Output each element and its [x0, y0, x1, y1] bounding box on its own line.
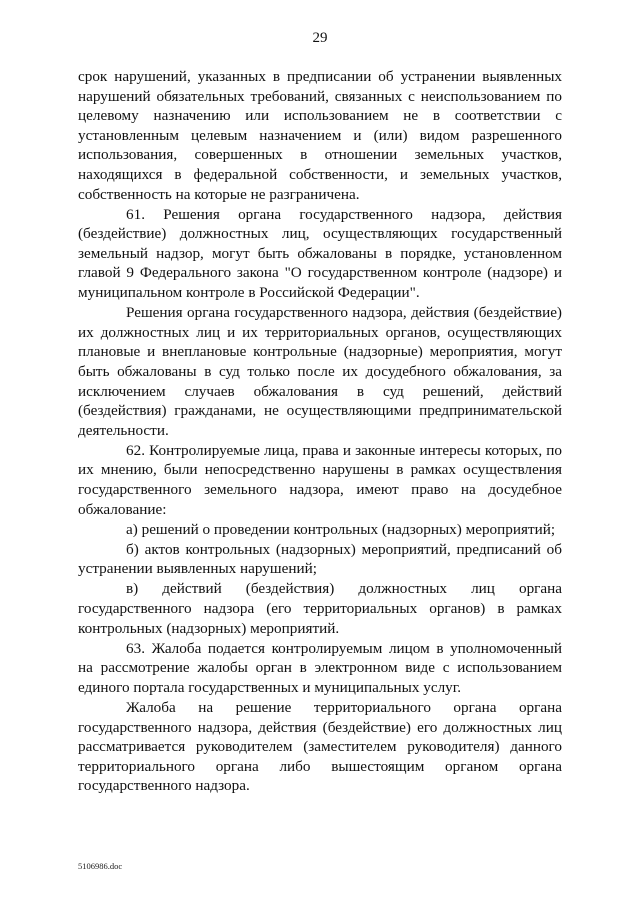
paragraph-item-62: 62. Контролируемые лица, права и законные интересы которых, по их мнению, были непосредственно нарушены в рамках осуществления государственного земельного надзора, имеют право на досудебное обжалование:: [78, 441, 562, 518]
document-body: [78, 67, 562, 796]
paragraph-item-63: 63. Жалоба подается контролируемым лицом в уполномоченный на рассмотрение жалобы орган в электронном виде с использованием единого портала государственных и муниципальных услуг.: [78, 639, 562, 696]
paragraph: срок нарушений, указанных в предписании об устранении выявленных нарушений обязательных требований, связанных с неиспользованием по целевому назначению или использованием не в соответствии с установленным целевым назначением и (или) видом разрешенного использования, совершенных в отношении земельных участков, находящихся в федеральной собственности, и земельных участков, собственность на которые не разграничена.: [78, 68, 562, 203]
document-file-reference: 5106986.doc: [78, 861, 123, 871]
list-item-v: в) действий (бездействия) должностных лиц органа государственного надзора (его территориальных органов) в рамках контрольных (надзорных) мероприятий.: [78, 580, 562, 637]
list-item-b: б) актов контрольных (надзорных) мероприятий, предписаний об устранении выявленных нарушений;: [78, 540, 562, 578]
paragraph: Решения органа государственного надзора, действия (бездействие) их должностных лиц и их территориальных органов, осуществляющих плановые и внеплановые контрольные (надзорные) мероприятия, могут быть обжалованы в суд только после их досудебного обжалования, за исключением случаев обжалования в суд решений, действий (бездействия) гражданами, не осуществляющими предпринимательской деятельности.: [78, 304, 562, 439]
paragraph: Жалоба на решение территориального органа органа государственного надзора, действия (бездействие) его должностных лиц рассматривается руководителем (заместителем руководителя) данного территориального органа либо вышестоящим органом органа государственного надзора.: [78, 699, 562, 795]
paragraph-item-61: 61. Решения органа государственного надзора, действия (бездействие) должностных лиц, осуществляющих государственный земельный надзор, могут быть обжалованы в порядке, установленном главой 9 Федерального закона "О государственном контроле (надзоре) и муниципальном контроле в Российской Федерации".: [78, 205, 562, 302]
list-item-a: а) решений о проведении контрольных (надзорных) мероприятий;: [126, 520, 556, 538]
page-number: 29: [312, 30, 328, 46]
